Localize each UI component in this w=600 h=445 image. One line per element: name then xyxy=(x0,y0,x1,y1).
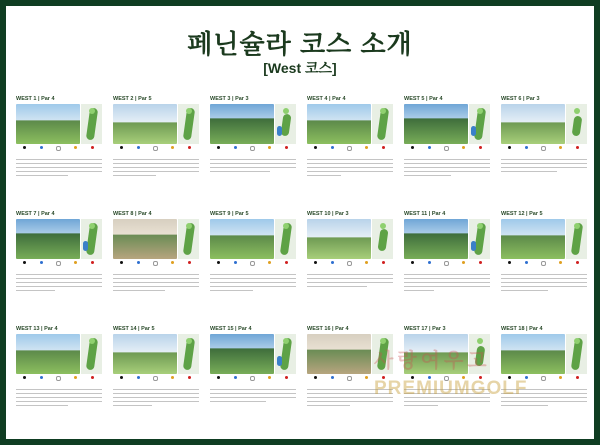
hole-description xyxy=(307,159,393,204)
hole-photo xyxy=(113,219,177,259)
hole-label: WEST 6 | Par 3 xyxy=(501,96,540,102)
hole-card xyxy=(501,96,587,204)
tee-markers xyxy=(307,146,393,156)
hole-map xyxy=(81,219,102,259)
hole-photo xyxy=(501,104,565,144)
hole-photo xyxy=(210,104,274,144)
hole-card xyxy=(307,211,393,319)
hole-photo xyxy=(113,334,177,374)
hole-label: WEST 11 | Par 4 xyxy=(404,211,446,217)
hole-map xyxy=(81,104,102,144)
hole-card xyxy=(210,96,296,204)
hole-label: WEST 8 | Par 4 xyxy=(113,211,152,217)
hole-photo xyxy=(16,334,80,374)
tee-markers xyxy=(210,376,296,386)
hole-card xyxy=(16,211,102,319)
hole-photo xyxy=(16,219,80,259)
hole-label: WEST 14 | Par 5 xyxy=(113,326,155,332)
page-subtitle: [West 코스] xyxy=(263,60,337,76)
hole-label: WEST 18 | Par 4 xyxy=(501,326,543,332)
hole-card xyxy=(16,96,102,204)
hole-photo xyxy=(16,104,80,144)
hole-map xyxy=(81,334,102,374)
watermark-korean: 사랑여우고 xyxy=(374,350,491,372)
hole-label: WEST 13 | Par 4 xyxy=(16,326,58,332)
hole-description xyxy=(113,159,199,204)
tee-markers xyxy=(210,146,296,156)
hole-card xyxy=(404,211,490,319)
hole-map xyxy=(275,334,296,374)
watermark-brand: PREMIUMGOLF xyxy=(374,378,528,399)
hole-label: WEST 5 | Par 4 xyxy=(404,96,443,102)
hole-label: WEST 15 | Par 4 xyxy=(210,326,252,332)
hole-map xyxy=(372,219,393,259)
hole-map xyxy=(275,104,296,144)
hole-photo xyxy=(113,104,177,144)
tee-markers xyxy=(16,146,102,156)
hole-description xyxy=(210,274,296,319)
hole-description xyxy=(16,159,102,204)
hole-map xyxy=(178,104,199,144)
hole-description xyxy=(16,389,102,434)
hole-description xyxy=(113,389,199,434)
hole-photo xyxy=(307,334,371,374)
tee-markers xyxy=(210,261,296,271)
hole-photo xyxy=(404,104,468,144)
hole-description xyxy=(113,274,199,319)
hole-photo xyxy=(210,334,274,374)
hole-description xyxy=(501,159,587,204)
hole-card xyxy=(113,96,199,204)
hole-photo xyxy=(501,219,565,259)
hole-map xyxy=(566,334,587,374)
hole-description xyxy=(307,274,393,319)
hole-description xyxy=(210,389,296,434)
hole-card xyxy=(16,326,102,434)
hole-label: WEST 3 | Par 3 xyxy=(210,96,249,102)
hole-map xyxy=(566,219,587,259)
hole-description xyxy=(501,274,587,319)
hole-label: WEST 2 | Par 5 xyxy=(113,96,152,102)
brochure-page xyxy=(6,6,594,439)
page-title: 페닌슐라 코스 소개 xyxy=(187,29,413,59)
hole-label: WEST 4 | Par 4 xyxy=(307,96,346,102)
tee-markers xyxy=(404,261,490,271)
hole-photo xyxy=(501,334,565,374)
hole-label: WEST 12 | Par 5 xyxy=(501,211,543,217)
hole-card xyxy=(210,326,296,434)
hole-card xyxy=(210,211,296,319)
hole-map xyxy=(178,219,199,259)
hole-label: WEST 7 | Par 4 xyxy=(16,211,55,217)
tee-markers xyxy=(404,146,490,156)
hole-photo xyxy=(210,219,274,259)
tee-markers xyxy=(501,146,587,156)
hole-map xyxy=(469,219,490,259)
hole-label: WEST 10 | Par 3 xyxy=(307,211,349,217)
hole-description xyxy=(404,159,490,204)
hole-photo xyxy=(307,219,371,259)
tee-markers xyxy=(307,261,393,271)
hole-map xyxy=(469,104,490,144)
hole-description xyxy=(210,159,296,204)
hole-map xyxy=(178,334,199,374)
hole-label: WEST 1 | Par 4 xyxy=(16,96,55,102)
hole-card xyxy=(113,211,199,319)
hole-card xyxy=(113,326,199,434)
hole-label: WEST 16 | Par 4 xyxy=(307,326,349,332)
tee-markers xyxy=(16,261,102,271)
hole-label: WEST 9 | Par 5 xyxy=(210,211,249,217)
tee-markers xyxy=(113,376,199,386)
hole-card xyxy=(307,96,393,204)
tee-markers xyxy=(113,261,199,271)
hole-label: WEST 17 | Par 3 xyxy=(404,326,446,332)
hole-map xyxy=(372,104,393,144)
tee-markers xyxy=(501,261,587,271)
hole-description xyxy=(16,274,102,319)
hole-map xyxy=(566,104,587,144)
hole-photo xyxy=(307,104,371,144)
tee-markers xyxy=(16,376,102,386)
hole-description xyxy=(404,274,490,319)
tee-markers xyxy=(113,146,199,156)
hole-photo xyxy=(404,219,468,259)
hole-card xyxy=(404,96,490,204)
hole-card xyxy=(501,211,587,319)
hole-map xyxy=(275,219,296,259)
